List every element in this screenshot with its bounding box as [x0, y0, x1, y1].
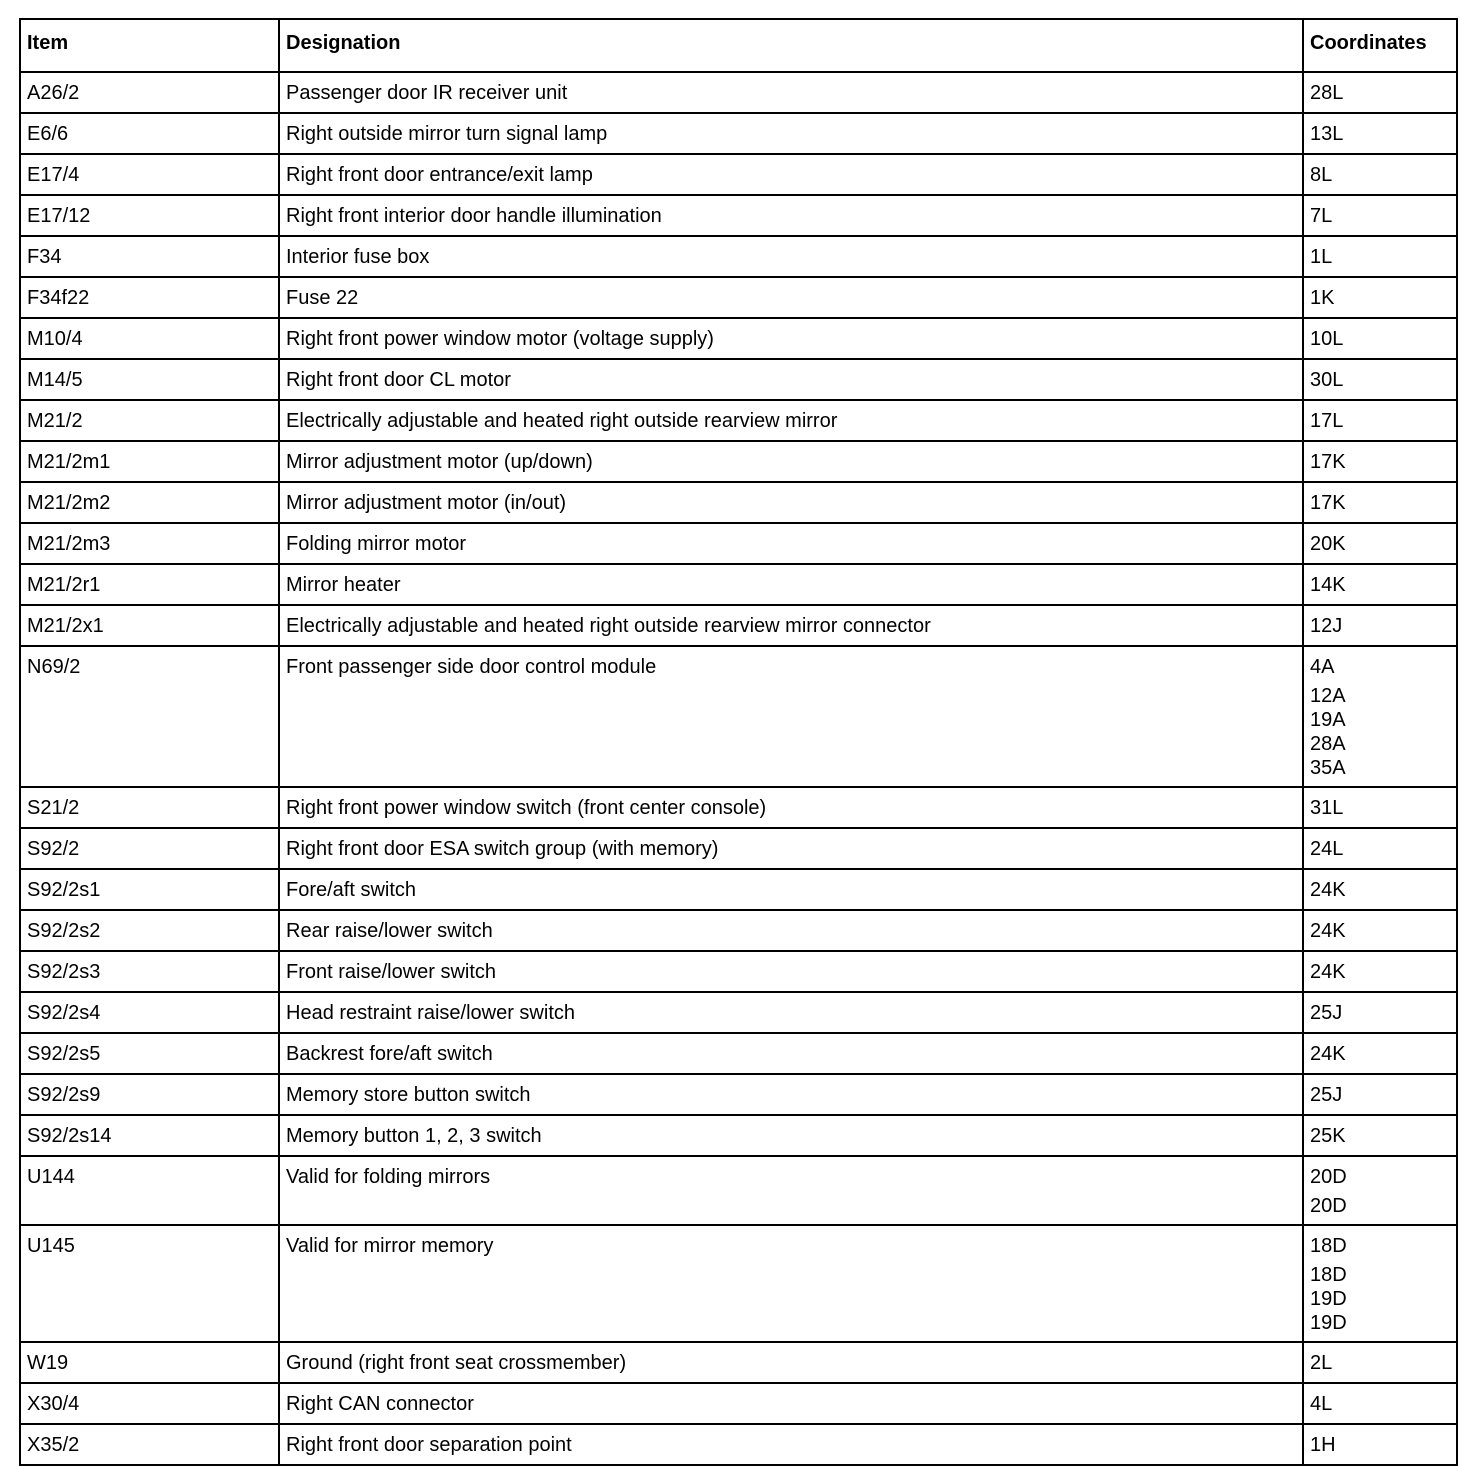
designation-cell: Backrest fore/aft switch [279, 1033, 1303, 1074]
item-cell: M21/2x1 [20, 605, 279, 646]
coordinates-cell [1303, 1156, 1457, 1225]
coordinate-value: 19D [1310, 1288, 1347, 1310]
coordinate-value: 20K [1310, 533, 1346, 555]
coordinates-cell [1303, 1225, 1457, 1342]
item-cell: M21/2 [20, 400, 279, 441]
item-cell: S92/2 [20, 828, 279, 869]
item-cell: E17/12 [20, 195, 279, 236]
designation-cell: Mirror adjustment motor (up/down) [279, 441, 1303, 482]
designation-cell: Valid for mirror memory [279, 1225, 1303, 1342]
designation-cell: Right front power window motor (voltage supply) [279, 318, 1303, 359]
designation-cell: Right front power window switch (front center console) [279, 787, 1303, 828]
table-row [20, 910, 1457, 951]
table-row [20, 951, 1457, 992]
coordinates-cell [1303, 1424, 1457, 1465]
table-row [20, 869, 1457, 910]
designation-cell: Memory store button switch [279, 1074, 1303, 1115]
designation-cell: Right outside mirror turn signal lamp [279, 113, 1303, 154]
coordinate-value: 4L [1310, 1393, 1333, 1415]
designation-cell: Front raise/lower switch [279, 951, 1303, 992]
table-row [20, 564, 1457, 605]
coordinates-cell [1303, 646, 1457, 787]
coordinate-value: 35A [1310, 757, 1346, 779]
coordinates-cell [1303, 564, 1457, 605]
component-legend-table [19, 18, 1458, 1466]
coordinates-cell [1303, 277, 1457, 318]
coordinates-cell [1303, 992, 1457, 1033]
coordinate-value: 25J [1310, 1084, 1343, 1106]
coordinate-value: 20D [1310, 1195, 1347, 1217]
coordinate-value: 30L [1310, 369, 1344, 391]
coordinates-cell [1303, 869, 1457, 910]
designation-cell: Memory button 1, 2, 3 switch [279, 1115, 1303, 1156]
coordinate-value: 28L [1310, 82, 1344, 104]
item-cell: U144 [20, 1156, 279, 1225]
coordinate-value: 1K [1310, 287, 1335, 309]
coordinate-value: 20D [1310, 1166, 1347, 1188]
table-row [20, 992, 1457, 1033]
coordinates-cell [1303, 441, 1457, 482]
table-row [20, 236, 1457, 277]
coordinate-value: 31L [1310, 797, 1344, 819]
legend-body [20, 72, 1457, 1465]
table-row [20, 1383, 1457, 1424]
designation-cell: Right front door entrance/exit lamp [279, 154, 1303, 195]
coordinate-value: 24L [1310, 838, 1344, 860]
item-cell: S92/2s9 [20, 1074, 279, 1115]
designation-cell: Right front door CL motor [279, 359, 1303, 400]
designation-cell: Right front interior door handle illumination [279, 195, 1303, 236]
item-cell: W19 [20, 1342, 279, 1383]
item-cell: A26/2 [20, 72, 279, 113]
coordinate-value: 24K [1310, 920, 1346, 942]
designation-cell: Valid for folding mirrors [279, 1156, 1303, 1225]
table-row [20, 72, 1457, 113]
table-row [20, 277, 1457, 318]
table-row [20, 318, 1457, 359]
coordinate-value: 24K [1310, 879, 1346, 901]
designation-cell: Interior fuse box [279, 236, 1303, 277]
table-row [20, 787, 1457, 828]
item-cell: X35/2 [20, 1424, 279, 1465]
designation-cell: Rear raise/lower switch [279, 910, 1303, 951]
designation-cell: Electrically adjustable and heated right outside rearview mirror connector [279, 605, 1303, 646]
header-coordinates: Coordinates [1303, 19, 1457, 72]
coordinate-value: 13L [1310, 123, 1344, 145]
designation-cell: Ground (right front seat crossmember) [279, 1342, 1303, 1383]
table-row [20, 605, 1457, 646]
header-item: Item [20, 19, 279, 72]
table-row [20, 154, 1457, 195]
coordinate-value: 18D [1310, 1264, 1347, 1286]
designation-cell: Mirror adjustment motor (in/out) [279, 482, 1303, 523]
coordinate-value: 25J [1310, 1002, 1343, 1024]
coordinates-cell [1303, 400, 1457, 441]
coordinate-value: 8L [1310, 164, 1333, 186]
coordinates-cell [1303, 113, 1457, 154]
coordinates-cell [1303, 359, 1457, 400]
item-cell: M21/2r1 [20, 564, 279, 605]
table-row [20, 482, 1457, 523]
designation-cell: Fuse 22 [279, 277, 1303, 318]
item-cell: S92/2s5 [20, 1033, 279, 1074]
table-row [20, 523, 1457, 564]
coordinate-value: 7L [1310, 205, 1333, 227]
coordinates-cell [1303, 482, 1457, 523]
designation-cell: Right front door ESA switch group (with memory) [279, 828, 1303, 869]
table-row [20, 113, 1457, 154]
table-row [20, 646, 1457, 787]
table-row [20, 441, 1457, 482]
item-cell: F34 [20, 236, 279, 277]
coordinate-value: 10L [1310, 328, 1344, 350]
table-row [20, 1342, 1457, 1383]
coordinates-cell [1303, 154, 1457, 195]
table-row [20, 1033, 1457, 1074]
table-row [20, 400, 1457, 441]
coordinates-cell [1303, 318, 1457, 359]
coordinate-value: 1H [1310, 1434, 1336, 1456]
item-cell: S21/2 [20, 787, 279, 828]
legend-sheet [19, 18, 1456, 1466]
item-cell: M21/2m3 [20, 523, 279, 564]
coordinate-value: 28A [1310, 733, 1346, 755]
coordinate-value: 17K [1310, 451, 1346, 473]
coordinate-value: 19A [1310, 709, 1346, 731]
coordinates-cell [1303, 828, 1457, 869]
table-row [20, 1225, 1457, 1342]
item-cell: X30/4 [20, 1383, 279, 1424]
designation-cell: Front passenger side door control module [279, 646, 1303, 787]
designation-cell: Folding mirror motor [279, 523, 1303, 564]
designation-cell: Fore/aft switch [279, 869, 1303, 910]
designation-cell: Right CAN connector [279, 1383, 1303, 1424]
coordinates-cell [1303, 195, 1457, 236]
coordinates-cell [1303, 605, 1457, 646]
coordinate-value: 17K [1310, 492, 1346, 514]
item-cell: F34f22 [20, 277, 279, 318]
table-row [20, 1115, 1457, 1156]
coordinate-value: 18D [1310, 1235, 1347, 1257]
coordinate-value: 24K [1310, 1043, 1346, 1065]
table-row [20, 1424, 1457, 1465]
designation-cell: Passenger door IR receiver unit [279, 72, 1303, 113]
item-cell: E17/4 [20, 154, 279, 195]
table-row [20, 1074, 1457, 1115]
coordinate-value: 14K [1310, 574, 1346, 596]
item-cell: M10/4 [20, 318, 279, 359]
item-cell: S92/2s2 [20, 910, 279, 951]
coordinate-value: 2L [1310, 1352, 1333, 1374]
item-cell: U145 [20, 1225, 279, 1342]
coordinate-value: 1L [1310, 246, 1333, 268]
coordinate-value: 12J [1310, 615, 1343, 637]
table-row [20, 359, 1457, 400]
designation-cell: Right front door separation point [279, 1424, 1303, 1465]
coordinates-cell [1303, 1342, 1457, 1383]
coordinates-cell [1303, 1115, 1457, 1156]
header-row [20, 19, 1457, 72]
designation-cell: Electrically adjustable and heated right outside rearview mirror [279, 400, 1303, 441]
item-cell: N69/2 [20, 646, 279, 787]
coordinate-value: 4A [1310, 656, 1335, 678]
table-row [20, 195, 1457, 236]
coordinate-value: 25K [1310, 1125, 1346, 1147]
coordinate-value: 12A [1310, 685, 1346, 707]
item-cell: M21/2m2 [20, 482, 279, 523]
item-cell: S92/2s1 [20, 869, 279, 910]
table-row [20, 828, 1457, 869]
coordinate-value: 19D [1310, 1312, 1347, 1334]
coordinates-cell [1303, 1033, 1457, 1074]
designation-cell: Head restraint raise/lower switch [279, 992, 1303, 1033]
item-cell: S92/2s3 [20, 951, 279, 992]
header-designation: Designation [279, 19, 1303, 72]
coordinate-value: 17L [1310, 410, 1344, 432]
coordinates-cell [1303, 787, 1457, 828]
coordinate-value: 24K [1310, 961, 1346, 983]
item-cell: S92/2s14 [20, 1115, 279, 1156]
coordinates-cell [1303, 523, 1457, 564]
coordinates-cell [1303, 910, 1457, 951]
designation-cell: Mirror heater [279, 564, 1303, 605]
item-cell: M21/2m1 [20, 441, 279, 482]
item-cell: E6/6 [20, 113, 279, 154]
coordinates-cell [1303, 1383, 1457, 1424]
item-cell: S92/2s4 [20, 992, 279, 1033]
coordinates-cell [1303, 236, 1457, 277]
coordinates-cell [1303, 72, 1457, 113]
coordinates-cell [1303, 1074, 1457, 1115]
item-cell: M14/5 [20, 359, 279, 400]
coordinates-cell [1303, 951, 1457, 992]
table-row [20, 1156, 1457, 1225]
